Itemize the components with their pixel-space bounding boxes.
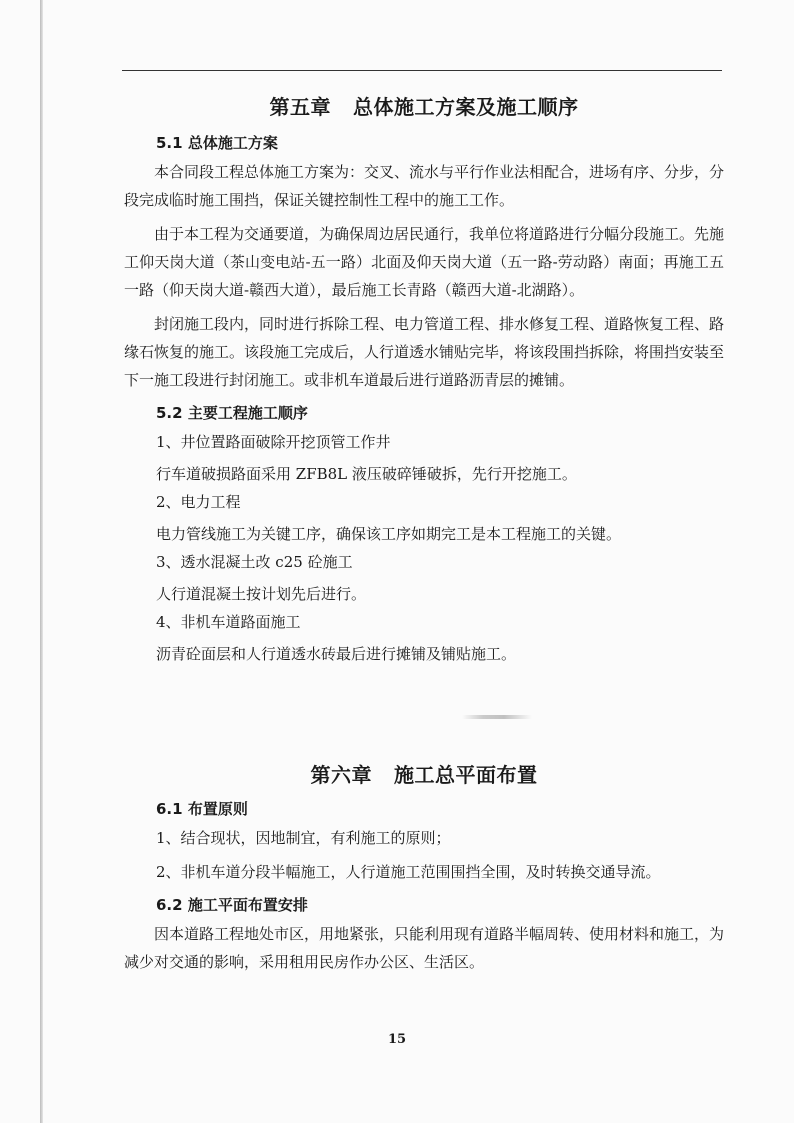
chapter-gap bbox=[124, 668, 724, 760]
chapter-5-heading bbox=[124, 92, 724, 122]
order-item-3-heading: 3、透水混凝土改 c25 砼施工 bbox=[156, 553, 353, 571]
order-item-4-text: 沥青砼面层和人行道透水砖最后进行摊铺及铺贴施工。 bbox=[156, 645, 517, 663]
page-content bbox=[124, 92, 724, 976]
section-6-2-heading bbox=[124, 890, 724, 920]
section-5-1-number: 5.1 bbox=[156, 134, 183, 152]
order-item-2-heading: 2、电力工程 bbox=[156, 493, 241, 511]
paragraph-6-2-a: 因本道路工程地处市区，用地紧张，只能利用现有道路半幅周转、使用材料和施工，为减少对交通的影响，采用租用民房作办公区、生活区。 bbox=[124, 925, 725, 971]
section-6-1-title: 布置原则 bbox=[187, 800, 248, 818]
chapter-5-label: 第五章 bbox=[269, 95, 331, 119]
order-item-1-text: 行车道破损路面采用 ZFB8L 液压破碎锤破拆，先行开挖施工。 bbox=[156, 465, 577, 483]
chapter-6-heading bbox=[124, 760, 724, 790]
section-5-1-heading bbox=[124, 128, 724, 158]
section-6-2-number: 6.2 bbox=[156, 896, 183, 914]
order-item-4-heading: 4、非机车道路面施工 bbox=[156, 613, 301, 631]
order-item-2-text: 电力管线施工为关键工序，确保该工序如期完工是本工程施工的关键。 bbox=[156, 525, 622, 543]
section-6-1-heading bbox=[124, 794, 724, 824]
chapter-6-label: 第六章 bbox=[310, 763, 372, 787]
order-item-3-text: 人行道混凝土按计划先后进行。 bbox=[156, 585, 367, 603]
section-6-2-title: 施工平面布置安排 bbox=[187, 896, 308, 914]
paragraph-5-1-b: 由于本工程为交通要道，为确保周边居民通行，我单位将道路进行分幅分段施工。先施工仰天岗大道（茶山变电站-五一路）北面及仰天岗大道（五一路-劳动路）南面；再施工五一路（仰天岗大道-赣西大道），最后施工长青路（赣西大道-北湖路）。 bbox=[124, 225, 725, 299]
section-5-2-title: 主要工程施工顺序 bbox=[187, 404, 308, 422]
section-5-2-heading bbox=[124, 398, 724, 428]
chapter-6-title: 施工总平面布置 bbox=[394, 763, 538, 787]
principle-item-1: 1、结合现状，因地制宜，有利施工的原则； bbox=[156, 829, 451, 847]
section-5-2-number: 5.2 bbox=[156, 404, 183, 422]
scan-smudge bbox=[462, 715, 532, 719]
paragraph-5-1-c: 封闭施工段内，同时进行拆除工程、电力管道工程、排水修复工程、道路恢复工程、路缘石恢复的施工。该段施工完成后，人行道透水铺贴完毕，将该段围挡拆除，将围挡安装至下一施工段进行封闭施工。或非机车道最后进行道路沥青层的摊铺。 bbox=[124, 315, 725, 389]
order-item-1-heading: 1、井位置路面破除开挖顶管工作井 bbox=[156, 433, 391, 451]
scan-edge bbox=[40, 0, 43, 1123]
page-number: 15 bbox=[387, 1032, 407, 1047]
paragraph-5-1-a: 本合同段工程总体施工方案为：交叉、流水与平行作业法相配合，进场有序、分步，分段完成临时施工围挡，保证关键控制性工程中的施工工作。 bbox=[124, 163, 725, 209]
chapter-5-title: 总体施工方案及施工顺序 bbox=[353, 95, 579, 119]
section-5-1-title: 总体施工方案 bbox=[187, 134, 278, 152]
header-rule bbox=[122, 70, 722, 71]
section-6-1-number: 6.1 bbox=[156, 800, 183, 818]
principle-item-2: 2、非机车道分段半幅施工，人行道施工范围围挡全围，及时转换交通导流。 bbox=[156, 863, 661, 881]
